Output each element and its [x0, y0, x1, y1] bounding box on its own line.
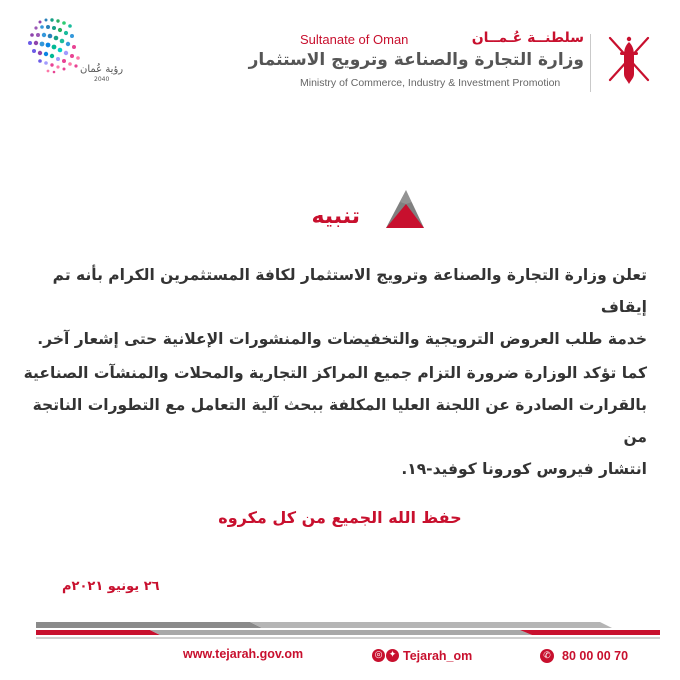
paragraph-1-line-1: تعلن وزارة التجارة والصناعة وترويج الاستثمار لكافة المستثمرين الكرام بأنه تم إيقاف [52, 266, 647, 316]
phone-contact [540, 645, 628, 664]
oman-emblem [598, 30, 660, 92]
closing-prayer: حفظ الله الجميع من كل مكروه [218, 508, 462, 527]
social-links [372, 645, 472, 663]
social-handle[interactable]: Tejarah_om [403, 648, 473, 663]
ministry-name-en-line2: Ministry of Commerce, Industry & Investment Promotion [300, 77, 561, 89]
phone-icon: ✆ [540, 649, 554, 663]
paragraph-2-line-2: بالقرارت الصادرة عن اللجنة العليا المكلفة ببحث آلية التعامل مع التطورات الناتجة من [32, 396, 647, 446]
vision-year: 2040 [94, 76, 110, 83]
alert-chevron-icon [382, 186, 428, 232]
paragraph-1-line-2: خدمة طلب العروض الترويجية والتخفيضات والمنشورات الإعلانية حتى إشعار آخر. [37, 330, 647, 348]
paragraph-2-line-3: انتشار فيروس كورونا كوفيد-١٩. [401, 460, 647, 478]
footer-decorative-bars [0, 618, 680, 642]
ministry-name-en-line1: Sultanate of Oman [300, 32, 409, 47]
ministry-name-ar-line2: وزارة التجارة والصناعة وترويج الاستثمار [248, 50, 584, 70]
vision-logo-text: رؤية عُمان [80, 64, 124, 75]
phone-number[interactable]: 80 00 00 70 [562, 648, 629, 663]
twitter-icon[interactable]: ✦ [386, 649, 399, 662]
notice-paragraph-2 [17, 357, 647, 485]
instagram-icon[interactable]: ◎ [372, 649, 385, 662]
header-divider [590, 34, 591, 92]
notice-date: ٢٦ يونيو ٢٠٢١م [62, 579, 160, 594]
notice-title: تنبيه [311, 204, 360, 229]
paragraph-2-line-1: كما تؤكد الوزارة ضرورة التزام جميع المراكز التجارية والمحلات والمنشآت الصناعية [23, 364, 647, 382]
website-link[interactable]: www.tejarah.gov.om [183, 647, 304, 661]
ministry-name-ar-line1: سلطنــة عُـمــان [471, 30, 584, 46]
notice-paragraph-1 [17, 259, 647, 355]
